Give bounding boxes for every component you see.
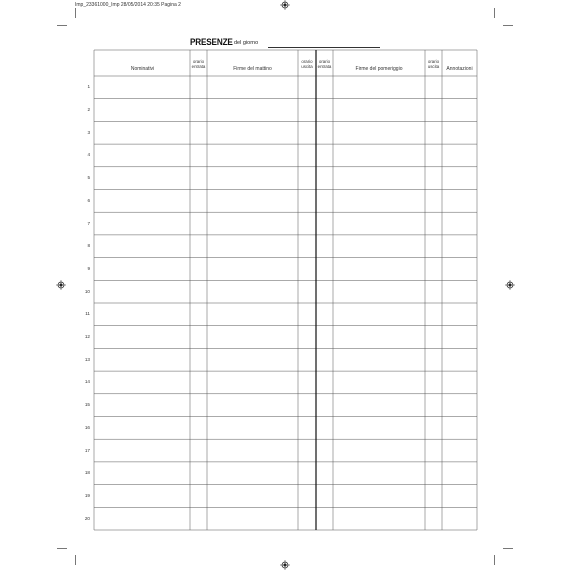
- header-orario-entrata-pomeriggio: orario entrata: [317, 59, 332, 69]
- row-number: 19: [84, 492, 90, 498]
- header-nominativi: Nominativi: [130, 66, 155, 72]
- header-orario-uscita-mattino: orario uscita: [301, 59, 313, 69]
- row-number: 1: [87, 84, 90, 90]
- row-number: 12: [84, 334, 90, 340]
- print-slug-line: Imp_23361000_Imp 28/05/2014 20:35 Pagina 2: [75, 2, 181, 8]
- row-number: 16: [84, 424, 90, 430]
- row-number: 3: [87, 129, 90, 135]
- row-number: 17: [84, 447, 90, 453]
- title-del-giorno: del giorno: [234, 40, 259, 46]
- row-number: 18: [84, 470, 90, 476]
- row-number: 6: [87, 197, 90, 203]
- row-number: 15: [84, 402, 90, 408]
- row-number: 10: [84, 288, 90, 294]
- title-presenze: PRESENZE: [190, 37, 233, 48]
- row-number: 14: [84, 379, 90, 385]
- row-number: 5: [87, 175, 90, 181]
- header-orario-uscita-pomeriggio: orario uscita: [427, 59, 440, 69]
- row-number: 11: [85, 311, 90, 317]
- header-annotazioni: Annotazioni: [446, 66, 473, 72]
- header-firme-pomeriggio: Firme del pomeriggio: [355, 66, 403, 72]
- row-number: 9: [87, 265, 90, 271]
- row-number: 2: [87, 107, 90, 113]
- row-number: 20: [84, 515, 90, 521]
- row-number: 4: [87, 152, 90, 158]
- header-firme-mattino: Firme del mattino: [233, 66, 272, 72]
- row-number: 8: [87, 243, 90, 249]
- row-number: 7: [87, 220, 90, 226]
- header-orario-entrata-mattino: orario entrata: [191, 59, 206, 69]
- row-number: 13: [84, 356, 90, 362]
